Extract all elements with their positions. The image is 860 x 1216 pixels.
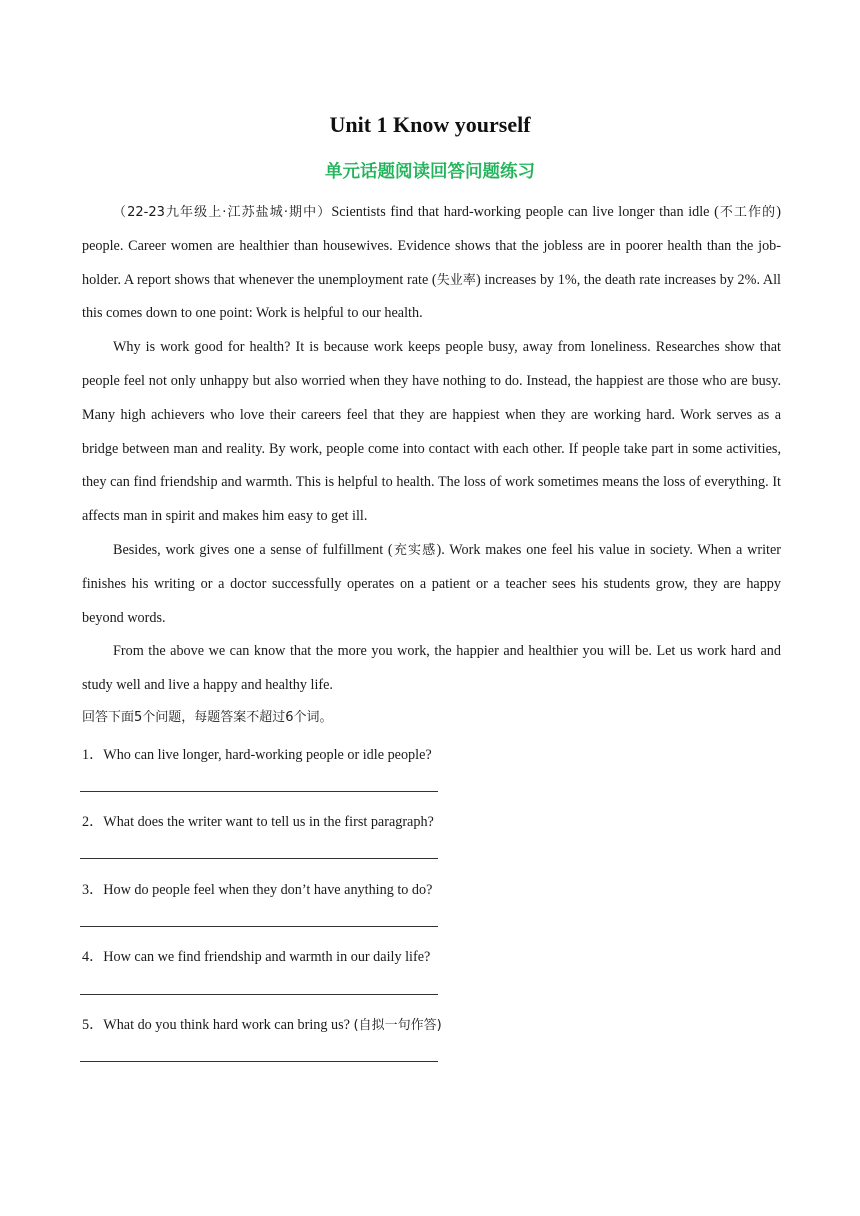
paragraph-3 xyxy=(82,534,781,635)
question-3 xyxy=(82,879,432,899)
question-2 xyxy=(82,811,434,831)
instructions: 回答下面5个问题，每题答案不超过6个词。 xyxy=(82,710,333,725)
question-1 xyxy=(82,744,432,764)
gloss-fulfillment: 充实感 xyxy=(392,542,437,558)
paragraph-3-text-a: Besides, work gives one a sense of fulfillment ( xyxy=(113,541,393,558)
source-note: （22-23九年级上·江苏盐城·期中） xyxy=(113,205,332,220)
reading-passage xyxy=(82,196,781,703)
question-text: What does the writer want to tell us in the first paragraph? xyxy=(103,814,434,830)
paragraph-4: From the above we can know that the more you work, the happier and healthier you will be. Let us work hard and study well and live a happy and healthy life. xyxy=(82,643,781,694)
answer-line-4[interactable] xyxy=(80,994,438,995)
answer-line-1[interactable] xyxy=(80,791,438,792)
question-number: 4． xyxy=(82,949,104,965)
question-text: Who can live longer, hard-working people or idle people? xyxy=(103,747,432,763)
question-number: 5． xyxy=(82,1017,104,1033)
answer-line-3[interactable] xyxy=(80,926,438,927)
question-5 xyxy=(82,1014,442,1034)
gloss-idle: 不工作的 xyxy=(718,205,777,220)
paragraph-1-text-c: ) increases by 1%, the death rate increases by 2%. All this comes down to one point: Work is helpful to our health. xyxy=(82,271,781,322)
answer-line-2[interactable] xyxy=(80,858,438,859)
question-4 xyxy=(82,946,430,966)
paragraph-1-text-b: ) people. Career women are healthier than housewives. Evidence shows that the jobless are in poorer health than the job-holder. A report shows that whenever the unemployment rate ( xyxy=(82,204,782,288)
paragraph-1 xyxy=(82,196,781,331)
paragraph-2: Why is work good for health? It is because work keeps people busy, away from loneliness. Researches show that people feel not only unhappy but also worried when they have nothing to do. Instead, the happiest are those who are busy. Many high achievers who love their careers feel that they are happiest when they are working hard. Work serves as a bridge between man and reality. By work, people come into contact with each other. If people take part in some activities, they can find friendship and warmth. This is helpful to health. The loss of work sometimes means the loss of everything. It affects man in spirit and makes him easy to get ill. xyxy=(82,339,781,525)
page-subtitle: 单元话题阅读回答问题练习 xyxy=(325,162,535,182)
question-5-note: (自拟一句作答) xyxy=(353,1018,442,1033)
question-text: How do people feel when they don’t have anything to do? xyxy=(103,882,433,898)
question-number: 1． xyxy=(82,747,104,763)
gloss-unemployment-rate: 失业率 xyxy=(436,272,476,288)
question-number: 2． xyxy=(82,814,104,830)
question-text: How can we find friendship and warmth in our daily life? xyxy=(103,949,431,965)
page-title: Unit 1 Know yourself xyxy=(329,112,531,137)
question-text: What do you think hard work can bring us? xyxy=(103,1017,354,1033)
answer-line-5[interactable] xyxy=(80,1061,438,1062)
paragraph-1-text-a: Scientists find that hard-working people can live longer than idle ( xyxy=(331,204,719,220)
question-number: 3． xyxy=(82,882,104,898)
paragraph-3-text-b: ). Work makes one feel his value in society. When a writer finishes his writing or a doctor successfully operates on a patient or a teacher sees his students grow, they are happy beyond words. xyxy=(82,541,781,626)
